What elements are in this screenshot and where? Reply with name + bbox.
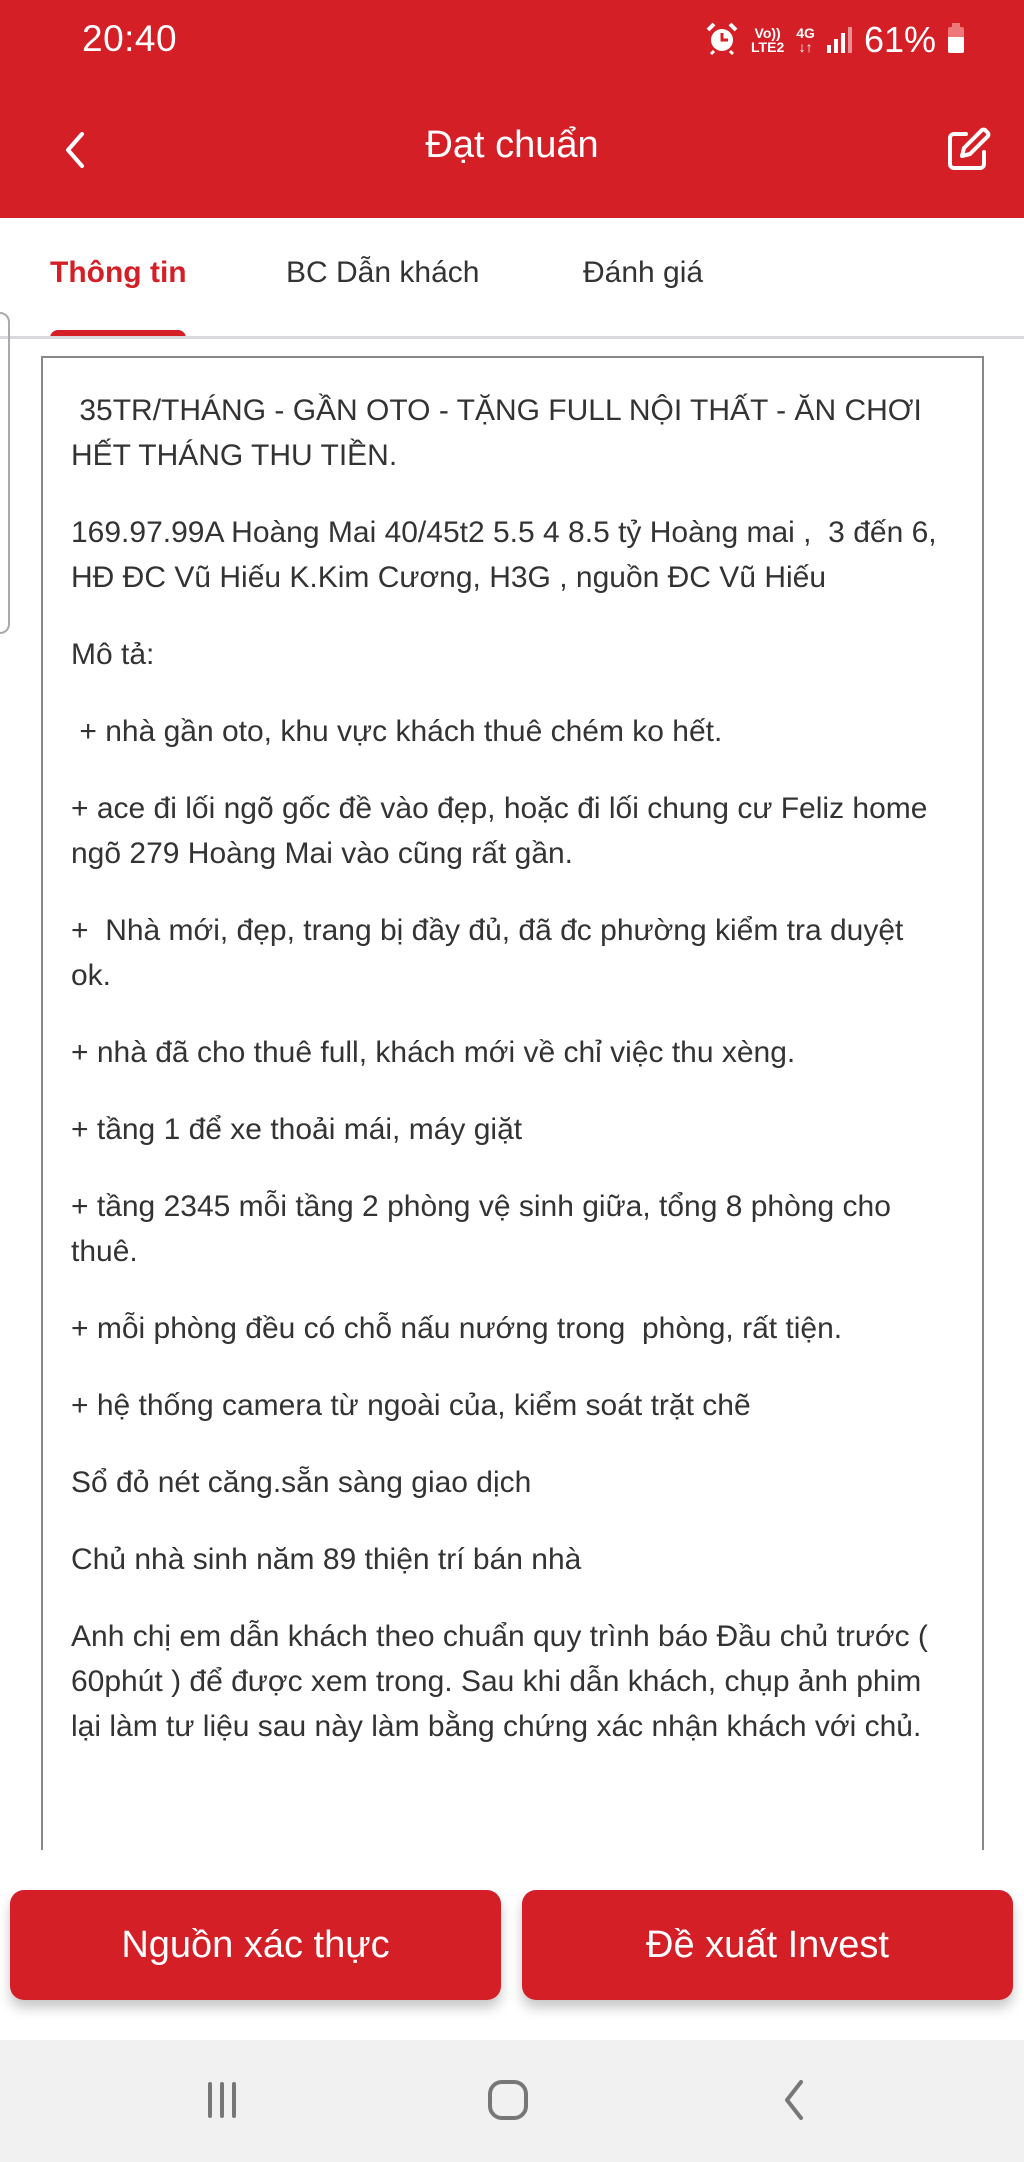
edge-panel-handle[interactable]	[0, 312, 10, 634]
alarm-icon	[705, 21, 739, 60]
description-item: + hệ thống camera từ ngoài của, kiểm soát trặt chẽ	[71, 1389, 751, 1422]
battery-icon	[948, 27, 964, 53]
description-item: Sổ đỏ nét căng.sẵn sàng giao dịch	[71, 1466, 532, 1499]
bottom-actions	[0, 1850, 1024, 2040]
tab-bar	[0, 218, 1024, 338]
volte-icon: Vo)) LTE2	[751, 25, 785, 55]
description-item: + nhà gần oto, khu vực khách thuê chém ko hết.	[71, 715, 723, 748]
description-item: Chủ nhà sinh năm 89 thiện trí bán nhà	[71, 1543, 582, 1576]
description-item: + nhà đã cho thuê full, khách mới về chỉ việc thu xèng.	[71, 1036, 796, 1069]
description-item: + mỗi phòng đều có chỗ nấu nướng trong phòng, rất tiện.	[71, 1312, 843, 1345]
description-item: Anh chị em dẫn khách theo chuẩn quy trình báo Đầu chủ trước ( 60phút ) để được xem trong. Sau khi dẫn khách, chụp ảnh phim lại làm tư liệu sau này làm bằng chứng xác nhận khách với chủ.	[71, 1620, 937, 1743]
listing-info: 169.97.99A Hoàng Mai 40/45t2 5.5 4 8.5 tỷ Hoàng mai , 3 đến 6, HĐ ĐC Vũ Hiếu K.Kim Cương, H3G , nguồn ĐC Vũ Hiếu	[71, 516, 945, 594]
status-icons	[705, 18, 964, 62]
back-icon	[779, 2078, 809, 2122]
edit-button[interactable]	[940, 122, 996, 178]
network-4g-icon: 4G ↓↑	[796, 25, 815, 55]
propose-invest-button[interactable]: Đề xuất Invest	[522, 1890, 1013, 2000]
description-item: + ace đi lối ngõ gốc đề vào đẹp, hoặc đi lối chung cư Feliz home ngõ 279 Hoàng Mai vào cũng rất gần.	[71, 792, 936, 870]
description-content	[43, 358, 982, 1749]
system-nav-bar	[0, 2040, 1024, 2162]
battery-percent: 61%	[863, 19, 936, 60]
headline: 35TR/THÁNG - GẦN OTO - TẶNG FULL NỘI THẤT - ĂN CHƠI HẾT THÁNG THU TIỀN.	[71, 394, 931, 472]
home-button[interactable]	[468, 2070, 548, 2130]
description-item: + Nhà mới, đẹp, trang bị đầy đủ, đã đc phường kiểm tra duyệt ok.	[71, 914, 912, 992]
edit-icon	[944, 126, 992, 174]
verified-source-button[interactable]: Nguồn xác thực	[10, 1890, 501, 2000]
description-item: + tầng 2345 mỗi tầng 2 phòng vệ sinh giữa, tổng 8 phòng cho thuê.	[71, 1190, 900, 1268]
status-time: 20:40	[82, 18, 178, 59]
tabs-divider	[0, 336, 1024, 339]
app-bar	[0, 0, 1024, 218]
tab-danh-gia[interactable]: Đánh giá	[583, 256, 704, 289]
recents-button[interactable]	[182, 2070, 262, 2130]
header	[0, 100, 1024, 200]
system-back-button[interactable]	[754, 2070, 834, 2130]
recents-icon	[202, 2080, 242, 2120]
tab-thong-tin[interactable]: Thông tin	[50, 256, 187, 289]
signal-icon	[827, 27, 852, 53]
home-icon	[486, 2078, 530, 2122]
description-item: + tầng 1 để xe thoải mái, máy giặt	[71, 1113, 523, 1146]
tab-bc-dan-khach[interactable]: BC Dẫn khách	[286, 256, 480, 289]
status-bar	[0, 0, 1024, 80]
description-label: Mô tả:	[71, 638, 155, 671]
description-box[interactable]	[41, 356, 984, 1856]
page-title: Đạt chuẩn	[425, 124, 599, 166]
